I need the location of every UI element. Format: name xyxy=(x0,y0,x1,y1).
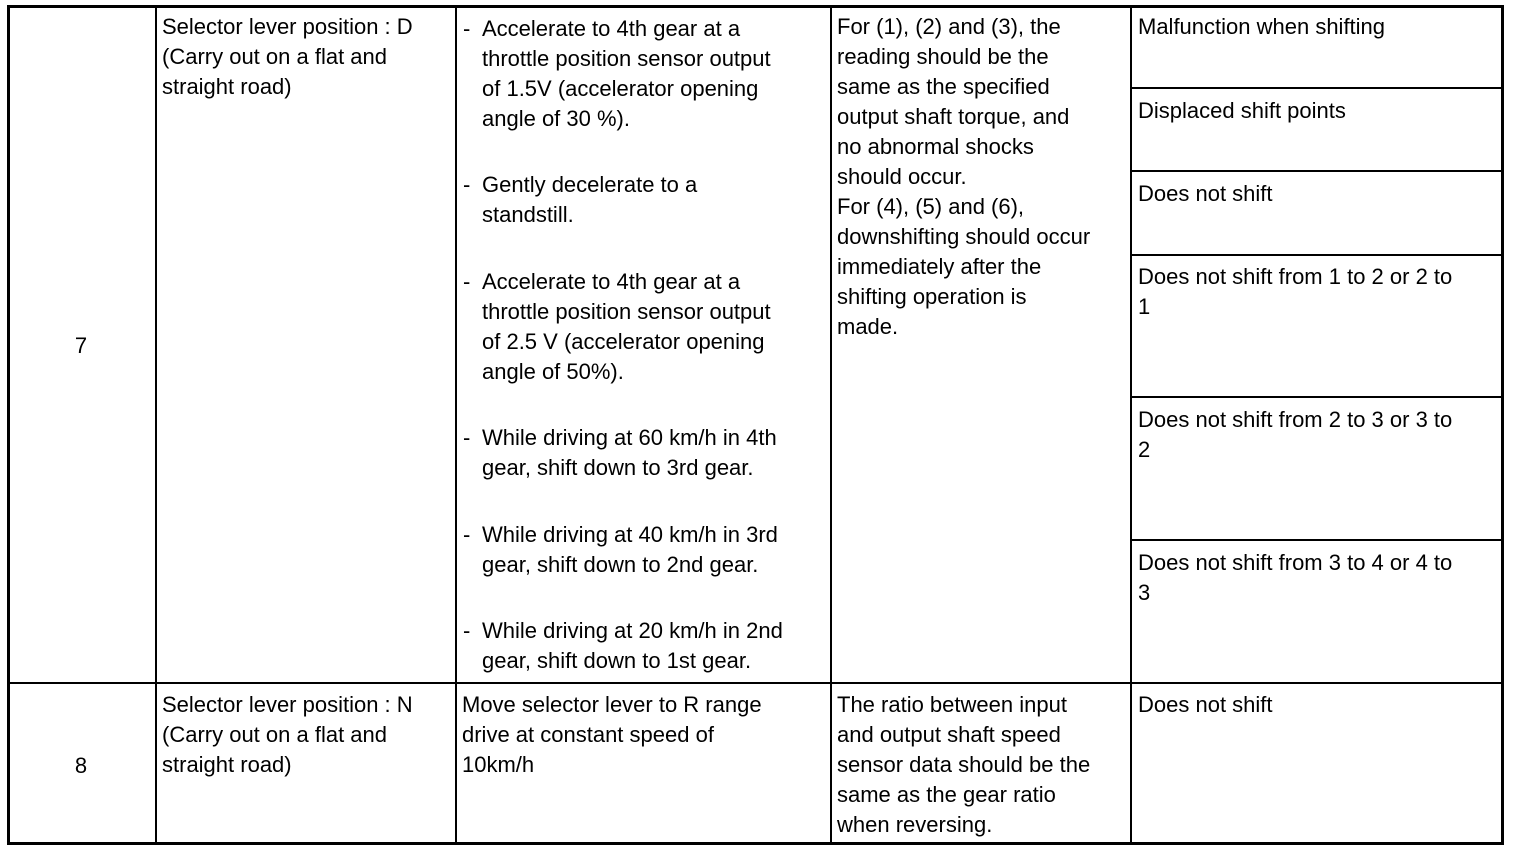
procedure-step-text: While driving at 60 km/h in 4th gear, shift down to 3rd gear. xyxy=(482,425,777,480)
bullet-dash: - xyxy=(463,618,471,643)
expected-result-cell: The ratio between input and output shaft speed sensor data should be the same as the gear ratio when reversing. xyxy=(837,692,1091,837)
procedure-step-text: While driving at 40 km/h in 3rd gear, shift down to 2nd gear. xyxy=(482,522,778,577)
column-divider xyxy=(830,7,832,843)
symptom-cell: Does not shift xyxy=(1138,181,1273,206)
procedure-step-text: Accelerate to 4th gear at a throttle position sensor output of 2.5 V (accelerator opening angle of 50%). xyxy=(482,269,771,384)
bullet-dash: - xyxy=(463,425,471,450)
symptom-cell: Malfunction when shifting xyxy=(1138,14,1386,39)
procedure-step-text: Accelerate to 4th gear at a throttle position sensor output of 1.5V (accelerator opening angle of 30 %). xyxy=(482,16,771,131)
bullet-dash: - xyxy=(463,16,471,41)
symptom-divider xyxy=(1131,170,1502,172)
procedure-step xyxy=(463,267,823,387)
column-divider xyxy=(455,7,457,843)
row-number: 7 xyxy=(74,333,88,358)
symptom-cell: Does not shift from 1 to 2 or 2 to 1 xyxy=(1138,264,1453,319)
column-divider xyxy=(1130,7,1132,843)
column-divider xyxy=(155,7,157,843)
bullet-dash: - xyxy=(463,269,471,294)
symptom-cell: Does not shift from 3 to 4 or 4 to 3 xyxy=(1138,550,1453,605)
row-number: 8 xyxy=(74,753,88,778)
condition-cell: Selector lever position : D (Carry out on a flat and straight road) xyxy=(162,14,413,99)
bullet-dash: - xyxy=(463,522,471,547)
bullet-dash: - xyxy=(463,172,471,197)
symptom-divider xyxy=(1131,87,1502,89)
condition-cell: Selector lever position : N (Carry out on a flat and straight road) xyxy=(162,692,413,777)
procedure-step-text: While driving at 20 km/h in 2nd gear, shift down to 1st gear. xyxy=(482,618,783,673)
procedure-step-text: Gently decelerate to a standstill. xyxy=(482,172,698,227)
procedure-step xyxy=(463,14,823,134)
symptom-cell: Does not shift xyxy=(1138,692,1273,717)
symptom-divider xyxy=(1131,396,1502,398)
symptom-divider xyxy=(1131,539,1502,541)
symptom-cell: Does not shift from 2 to 3 or 3 to 2 xyxy=(1138,407,1453,462)
expected-result-cell: For (1), (2) and (3), the reading should be the same as the specified output shaft torque, and no abnormal shocks should occur. For (4), (5) and (6), downshifting should occur immediately after the shifting operation is made. xyxy=(837,14,1091,339)
symptom-cell: Displaced shift points xyxy=(1138,98,1346,123)
symptom-divider xyxy=(1131,254,1502,256)
procedure-cell: Move selector lever to R range drive at constant speed of 10km/h xyxy=(462,692,762,777)
